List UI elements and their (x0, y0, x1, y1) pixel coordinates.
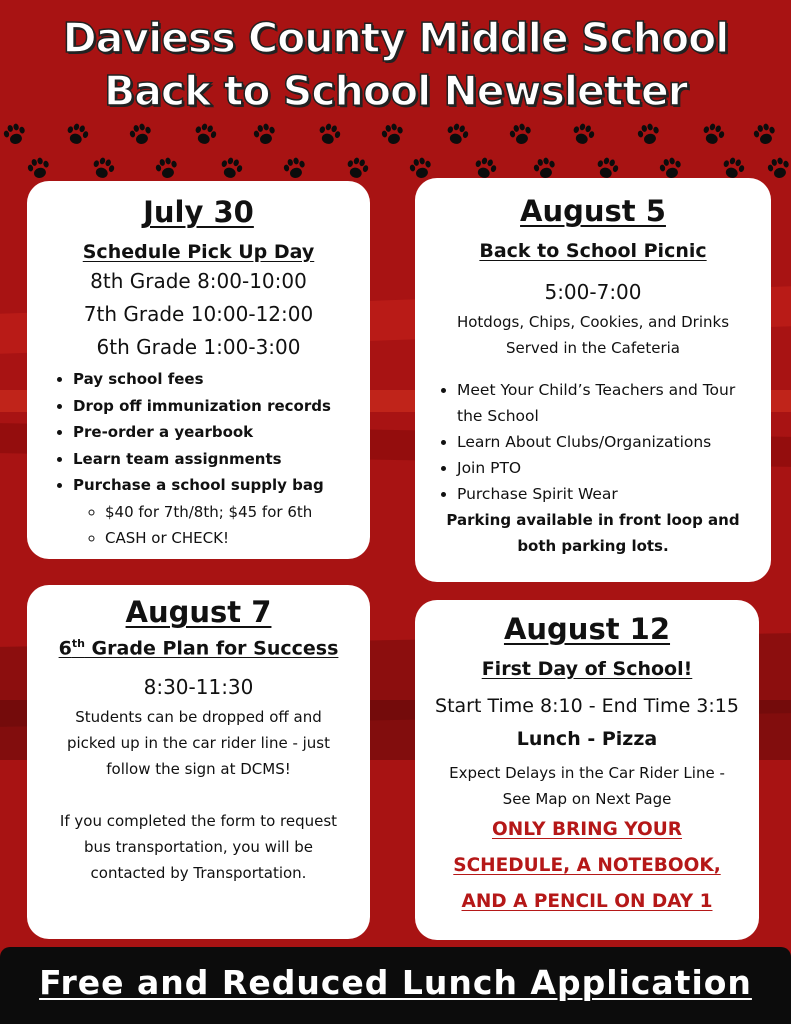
delay-note: Expect Delays in the Car Rider Line - (449, 764, 725, 782)
list-item: • Pre-order a yearbook (73, 419, 370, 446)
paw-print-icon (441, 119, 474, 152)
footer-banner (0, 947, 791, 1024)
supplies-notice: AND A PENCIL ON DAY 1 (461, 891, 713, 912)
paw-print-icon (633, 119, 665, 151)
transport-line: contacted by Transportation. (90, 864, 307, 883)
dropoff-line: follow the sign at DCMS! (106, 760, 291, 779)
list-item: • Learn team assignments (73, 446, 370, 473)
card-august-7 (27, 585, 370, 939)
sub-list-item: ◦ CASH or CHECK! (105, 525, 370, 552)
supplies-notice: ONLY BRING YOUR (491, 819, 683, 840)
list-item: • Purchase Spirit Wear (457, 481, 763, 507)
lunch-application-link[interactable]: Free and Reduced Lunch Application (39, 963, 752, 1002)
paw-print-icon (505, 119, 537, 151)
card-subtitle (27, 637, 370, 659)
paw-print-icon (697, 119, 730, 152)
paw-print-icon (0, 119, 31, 151)
event-time: 8:30-11:30 (143, 675, 254, 700)
subtitle-ordinal: th (71, 637, 85, 650)
event-time: 5:00-7:00 (544, 280, 642, 304)
food-line: Hotdogs, Chips, Cookies, and Drinks (456, 313, 730, 331)
paw-print-icon (249, 119, 281, 151)
transport-line: If you completed the form to request (59, 812, 338, 831)
dropoff-line: Students can be dropped off and (75, 708, 322, 727)
grade-time: 6th Grade 1:00-3:00 (96, 335, 301, 359)
list-item: • Join PTO (457, 455, 763, 481)
lunch-menu: Lunch - Pizza (516, 728, 658, 750)
list-item: • Pay school fees (73, 366, 370, 393)
card-august-12 (415, 600, 759, 940)
task-list (27, 366, 370, 552)
paw-print-icon (313, 119, 346, 152)
supplies-notice: SCHEDULE, A NOTEBOOK, (453, 855, 721, 876)
title-line-2: Back to School Newsletter (104, 67, 687, 115)
subtitle-grade: 6 (58, 637, 72, 660)
paw-print-icon (377, 119, 409, 151)
dropoff-line: picked up in the car rider line - just (66, 734, 330, 753)
card-subtitle: First Day of School! (481, 658, 693, 680)
newsletter-title (0, 12, 791, 118)
transport-line: bus transportation, you will be (84, 838, 313, 857)
list-item: • Drop off immunization records (73, 393, 370, 420)
list-item: • Meet Your Child’s Teachers and Tour the School (457, 377, 763, 429)
paw-print-icon (763, 153, 791, 185)
card-date: August 12 (503, 612, 671, 646)
parking-note-line1: Parking available in front loop and (446, 511, 740, 529)
delay-note: See Map on Next Page (502, 790, 672, 808)
list-item-supply-bag (73, 472, 370, 552)
grade-time: 7th Grade 10:00-12:00 (83, 302, 314, 326)
card-july-30 (27, 181, 370, 559)
list-item-label: Purchase a school supply bag (73, 476, 324, 494)
paw-print-icon (61, 119, 94, 152)
sub-list (73, 499, 370, 552)
card-date: August 5 (520, 194, 666, 228)
location-line: Served in the Cafeteria (506, 339, 680, 357)
card-date: August 7 (125, 595, 272, 629)
subtitle-text: Grade Plan for Success (84, 637, 339, 660)
sub-list-item: ◦ $40 for 7th/8th; $45 for 6th (105, 499, 370, 526)
list-item: • Learn About Clubs/Organizations (457, 429, 763, 455)
card-date: July 30 (143, 195, 254, 229)
paw-print-icon (749, 119, 781, 151)
paw-print-icon (189, 119, 222, 152)
school-hours: Start Time 8:10 - End Time 3:15 (435, 695, 739, 717)
parking-note-line2: both parking lots. (517, 537, 669, 555)
card-august-5 (415, 178, 771, 582)
card-subtitle: Back to School Picnic (479, 240, 707, 262)
activity-list (415, 377, 771, 507)
card-subtitle: Schedule Pick Up Day (82, 241, 315, 263)
grade-time: 8th Grade 8:00-10:00 (90, 269, 307, 293)
paw-print-icon (125, 119, 157, 151)
title-line-1: Daviess County Middle School (62, 14, 729, 62)
paw-print-icon (567, 119, 600, 152)
